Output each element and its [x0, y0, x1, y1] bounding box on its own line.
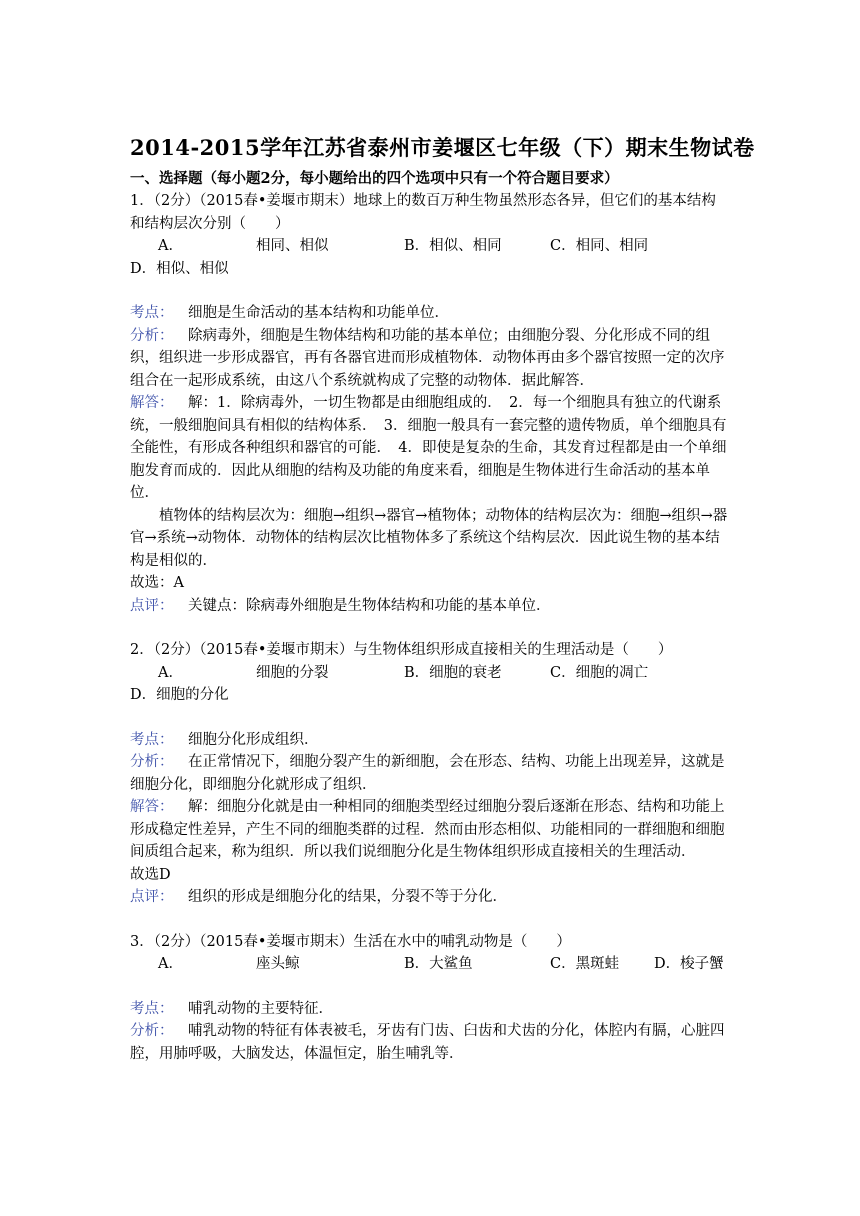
kaodian-text: 哺乳动物的主要特征． [188, 1000, 333, 1017]
jieda-label: 解答： [130, 395, 174, 411]
option-c: C．细胞的凋亡 [550, 664, 649, 681]
option-a: 座头鲸 [256, 956, 300, 972]
fenxi-text: 除病毒外，细胞是生物体结构和功能的基本单位；由细胞分裂、分化形成不同的组织，组织进一步形成器官，再有各器官进而形成植物体．动物体再由多个器官按照一定的次序组合在一起形成系统，由这八个系统就构成了完整的动物体．据此解答． [130, 327, 725, 389]
dianping-label: 点评： [130, 889, 174, 905]
option-b: B．大鲨鱼 [404, 956, 473, 972]
fenxi-text: 哺乳动物的特征有体表被毛，牙齿有门齿、臼齿和犬齿的分化，体腔内有膈，心脏四腔，用肺呼吸，大脑发达，体温恒定，胎生哺乳等． [130, 1023, 725, 1062]
question-2-kaodian [130, 729, 730, 752]
option-a: 相同、相似 [256, 238, 329, 254]
question-1 [130, 190, 730, 617]
question-1-options [130, 235, 730, 258]
question-3-kaodian [130, 998, 730, 1021]
kaodian-text: 细胞是生命活动的基本结构和功能单位． [188, 305, 449, 321]
kaodian-text: 细胞分化形成组织． [188, 731, 319, 748]
question-1-answer: 故选：A [130, 575, 184, 591]
option-d: D．梭子蟹 [654, 956, 724, 972]
option-a: 细胞的分裂 [256, 664, 329, 681]
question-1-jieda [130, 392, 730, 505]
fenxi-text: 在正常情况下，细胞分裂产生的新细胞，会在形态、结构、功能上出现差异，这就是细胞分化，即细胞分化就形成了组织． [130, 754, 725, 793]
question-2 [130, 639, 730, 909]
option-c: C．相同、相同 [550, 238, 649, 254]
option-a-letter: A． [158, 664, 183, 681]
question-1-dianping [130, 595, 730, 618]
fenxi-label: 分析： [130, 1023, 174, 1039]
dianping-text: 关键点：除病毒外细胞是生物体结构和功能的基本单位． [188, 597, 551, 614]
jieda-text: 解：细胞分化就是由一种相同的细胞类型经过细胞分裂后逐渐在形态、结构和功能上形成稳定性差异，产生不同的细胞类群的过程．然而由形态相似、功能相同的一群细胞和细胞间质组合起来，称为组织．所以我们说细胞分化是生物体组织形成直接相关的生理活动． [130, 799, 725, 860]
kaodian-label: 考点： [130, 1000, 174, 1017]
question-2-options [130, 662, 730, 685]
jieda-label: 解答： [130, 799, 174, 815]
fenxi-label: 分析： [130, 754, 174, 770]
question-3-fenxi [130, 1020, 730, 1065]
question-3-stem: 3．（2分）（2015春•姜堰市期末）生活在水中的哺乳动物是（ ） [130, 933, 571, 950]
page-title: 2014-2015学年江苏省泰州市姜堰区七年级（下）期末生物试卷 [130, 135, 755, 160]
option-d: D．细胞的分化 [130, 687, 229, 703]
question-2-answer: 故选D [130, 866, 171, 883]
option-d: D．相似、相似 [130, 260, 229, 277]
section-heading: 一、选择题（每小题2分，每小题给出的四个选项中只有一个符合题目要求） [130, 170, 619, 187]
question-1-kaodian [130, 302, 730, 325]
option-c: C．黑斑蛙 [550, 956, 620, 972]
question-3 [130, 931, 730, 1066]
kaodian-label: 考点： [130, 731, 174, 748]
question-1-stem: 1．（2分）（2015春•姜堰市期末）地球上的数百万种生物虽然形态各异，但它们的基本结构和结构层次分别（ ） [130, 193, 716, 232]
exam-page [130, 132, 755, 1065]
option-a-letter: A． [158, 956, 183, 972]
question-3-options [130, 953, 730, 976]
jieda-text: 解：1．除病毒外，一切生物都是由细胞组成的． 2．每一个细胞具有独立的代谢系统，一般细胞间具有相似的结构体系． 3．细胞一般具有一套完整的遗传物质，单个细胞具有全能性，有形成各种组织和器官的可能． 4．即使是复杂的生命，其发育过程都是由一个单细胞发育而成的．因此从细胞的结构及功能的角度来看，细胞是生物体进行生命活动的基本单位． [130, 395, 727, 501]
fenxi-label: 分析： [130, 327, 174, 344]
question-2-dianping [130, 886, 730, 909]
question-2-stem: 2．（2分）（2015春•姜堰市期末）与生物体组织形成直接相关的生理活动是（ ） [130, 642, 673, 658]
option-b: B．相似、相同 [404, 238, 502, 254]
question-2-fenxi [130, 751, 730, 796]
question-1-jieda-2: 植物体的结构层次为：细胞→组织→器官→植物体；动物体的结构层次为：细胞→组织→器官→系统→动物体．动物体的结构层次比植物体多了系统这个结构层次．因此说生物的基本结构是相似的． [130, 507, 728, 569]
question-2-jieda [130, 796, 730, 864]
dianping-text: 组织的形成是细胞分化的结果，分裂不等于分化． [188, 889, 507, 905]
option-a-letter: A． [158, 238, 183, 254]
kaodian-label: 考点： [130, 305, 174, 321]
option-b: B．细胞的衰老 [404, 664, 502, 681]
question-1-fenxi [130, 325, 730, 393]
dianping-label: 点评： [130, 597, 174, 614]
